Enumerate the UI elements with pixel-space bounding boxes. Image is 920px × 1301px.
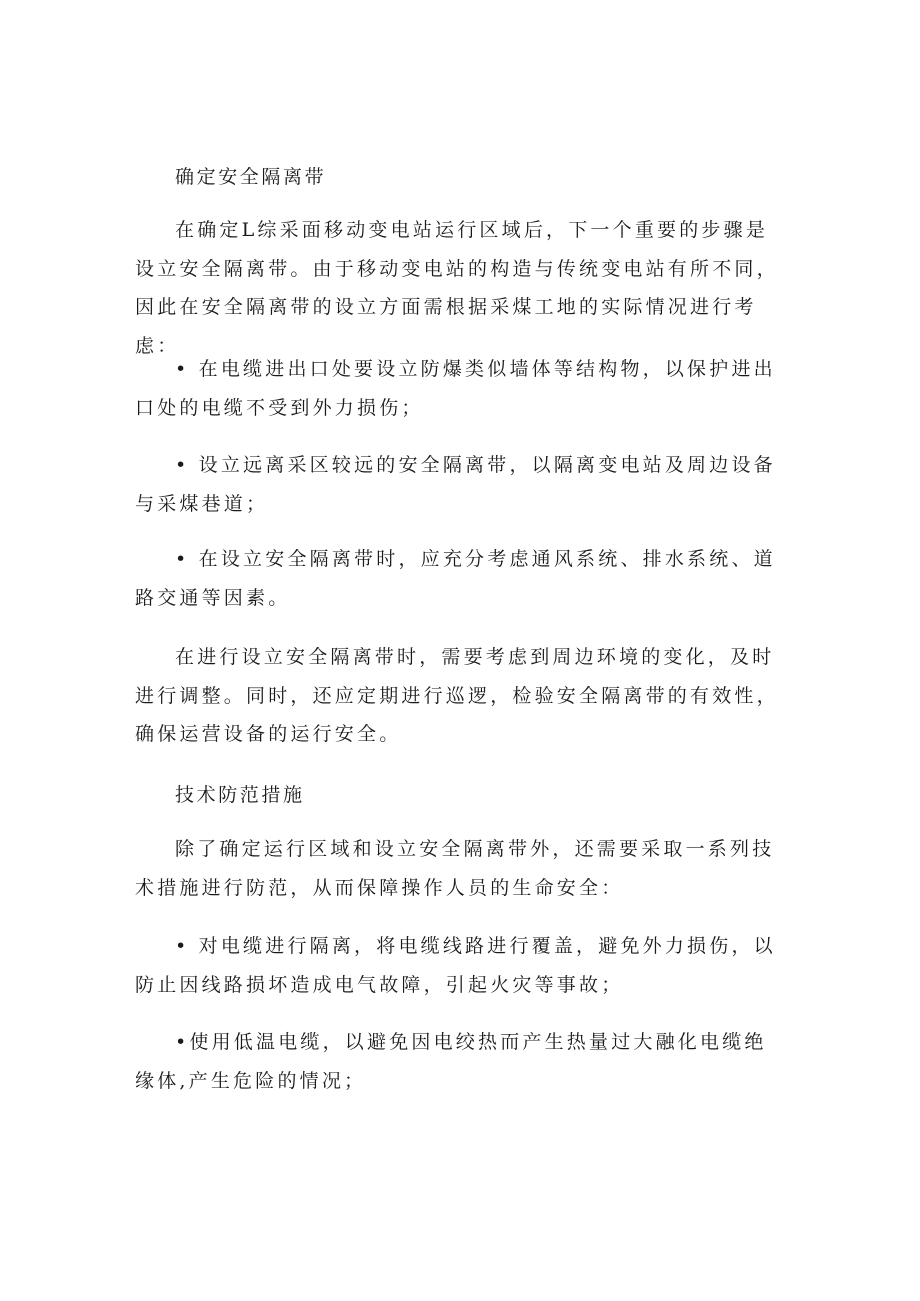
body-paragraph: 除了确定运行区域和设立安全隔离带外，还需要采取一系列技术措施进行防范，从而保障操作人员的生命安全：: [135, 838, 775, 899]
section-heading: 确定安全隔离带: [175, 166, 327, 188]
body-paragraph: 在确定L综采面移动变电站运行区域后，下一个重要的步骤是设立安全隔离带。由于移动变电站的构造与传统变电站有所不同，因此在安全隔离带的设立方面需根据采煤工地的实际情况进行考虑：: [135, 219, 779, 357]
bullet-item: • 在设立安全隔离带时，应充分考虑通风系统、排水系统、道路交通等因素。: [135, 548, 776, 609]
section-heading: 技术防范措施: [175, 784, 305, 806]
bullet-item: •使用低温电缆，以避免因电绞热而产生热量过大融化电缆绝缘体,产生危险的情况；: [135, 1031, 767, 1092]
body-paragraph: 在进行设立安全隔离带时，需要考虑到周边环境的变化，及时进行调整。同时，还应定期进行巡逻，检验安全隔离带的有效性，确保运营设备的运行安全。: [135, 646, 779, 745]
bullet-item: • 在电缆进出口处要设立防爆类似墙体等结构物，以保护进出口处的电缆不受到外力损伤；: [135, 358, 776, 419]
bullet-item: • 对电缆进行隔离，将电缆线路进行覆盖，避免外力损伤，以防止因线路损坏造成电气故障，引起火灾等事故；: [135, 935, 776, 996]
bullet-item: • 设立远离采区较远的安全隔离带，以隔离变电站及周边设备与采煤巷道；: [135, 454, 776, 515]
